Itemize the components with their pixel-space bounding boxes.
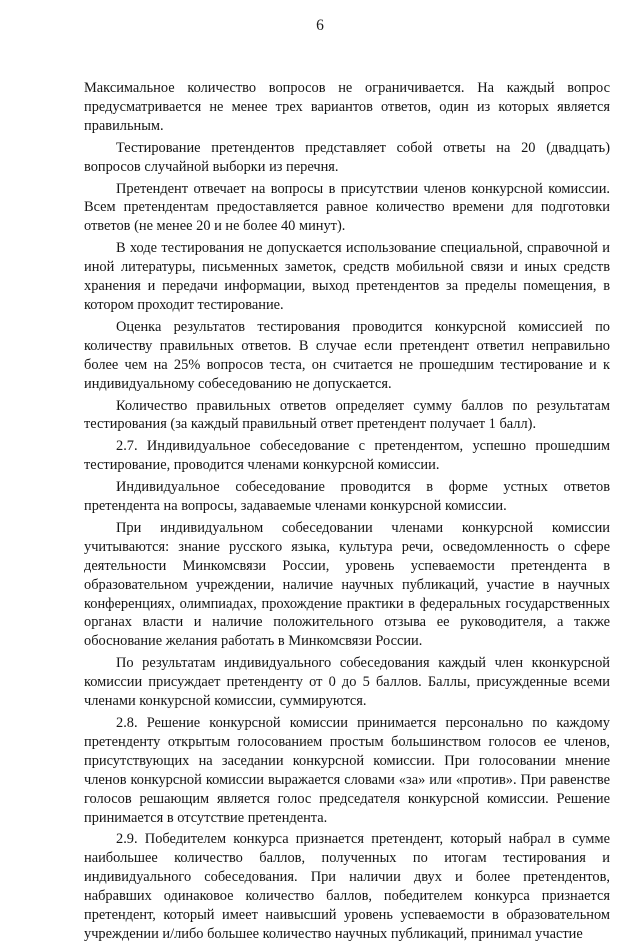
document-body bbox=[84, 79, 610, 947]
paragraph-interview-criteria: При индивидуальном собеседовании членами конкурсной комиссии учитываются: знание русского языка, культура речи, осведомленность о сфере деятельности Минкомсвязи России, уровень успеваемости претендента в образовательном учреждении, наличие научных публикаций, участие в научных конференциях, олимпиадах, прохождение практики в федеральных государственных органах власти и наличие положительного отзыва ее руководителя, а также обоснование желания работать в Минкомсвязи России. bbox=[84, 519, 610, 650]
paragraph-max-questions: Максимальное количество вопросов не ограничивается. На каждый вопрос предусматривается не менее трех вариантов ответов, один из которых является правильным. bbox=[84, 80, 610, 134]
paragraph-interview-scoring: По результатам индивидуального собеседования каждый член кконкурсной комиссии присуждает претенденту от 0 до 5 баллов. Баллы, присужденные всеми членами конкурсной комиссии, суммируются. bbox=[84, 655, 610, 710]
paragraph-section-2-9: 2.9. Победителем конкурса признается претендент, который набрал в сумме наибольшее количество баллов, полученных по итогам тестирования и индивидуального собеседования. При наличии двух и более претендентов, набравших одинаковое количество баллов, победителем конкурса признается претендент, который имеет наивысший уровень успеваемости в образовательном учреждении и/либо большее количество научных публикаций, принимал участие bbox=[84, 831, 610, 942]
page-number: 6 bbox=[316, 17, 324, 34]
paragraph-section-2-7: 2.7. Индивидуальное собеседование с претендентом, успешно прошедшим тестирование, проводится членами конкурсной комиссии. bbox=[84, 438, 610, 474]
paragraph-testing-restrictions: В ходе тестирования не допускается использование специальной, справочной и иной литературы, письменных заметок, средств мобильной связи и иных средств хранения и передачи информации, выход претендентов за пределы помещения, в котором проходит тестирование. bbox=[84, 240, 610, 313]
paragraph-interview-format: Индивидуальное собеседование проводится в форме устных ответов претендента на вопросы, задаваемые членами конкурсной комиссии. bbox=[84, 479, 610, 515]
paragraph-testing-evaluation: Оценка результатов тестирования проводится конкурсной комиссией по количеству правильных ответов. В случае если претендент ответил неправильно более чем на 25% вопросов теста, он считается не прошедшим тестирование и к индивидуальному собеседованию не допускается. bbox=[84, 318, 610, 392]
paragraph-score-calculation: Количество правильных ответов определяет сумму баллов по результатам тестирования (за каждый правильный ответ претендент получает 1 балл). bbox=[84, 397, 610, 433]
paragraph-answer-time: Претендент отвечает на вопросы в присутствии членов конкурсной комиссии. Всем претендентам предоставляется равное количество времени для подготовки ответов (не менее 20 и не более 40 минут). bbox=[84, 180, 610, 235]
paragraph-section-2-8: 2.8. Решение конкурсной комиссии принимается персонально по каждому претенденту открытым голосованием простым большинством голосов ее членов, присутствующих на заседании конкурсной комиссии. При голосовании мнение членов конкурсной комиссии выражается словами «за» или «против». При равенстве голосов решающим является голос председателя конкурсной комиссии. Решение принимается в отсутствие претендента. bbox=[84, 715, 610, 826]
paragraph-testing-20-questions: Тестирование претендентов представляет собой ответы на 20 (двадцать) вопросов случайной выборки из перечня. bbox=[84, 139, 610, 175]
